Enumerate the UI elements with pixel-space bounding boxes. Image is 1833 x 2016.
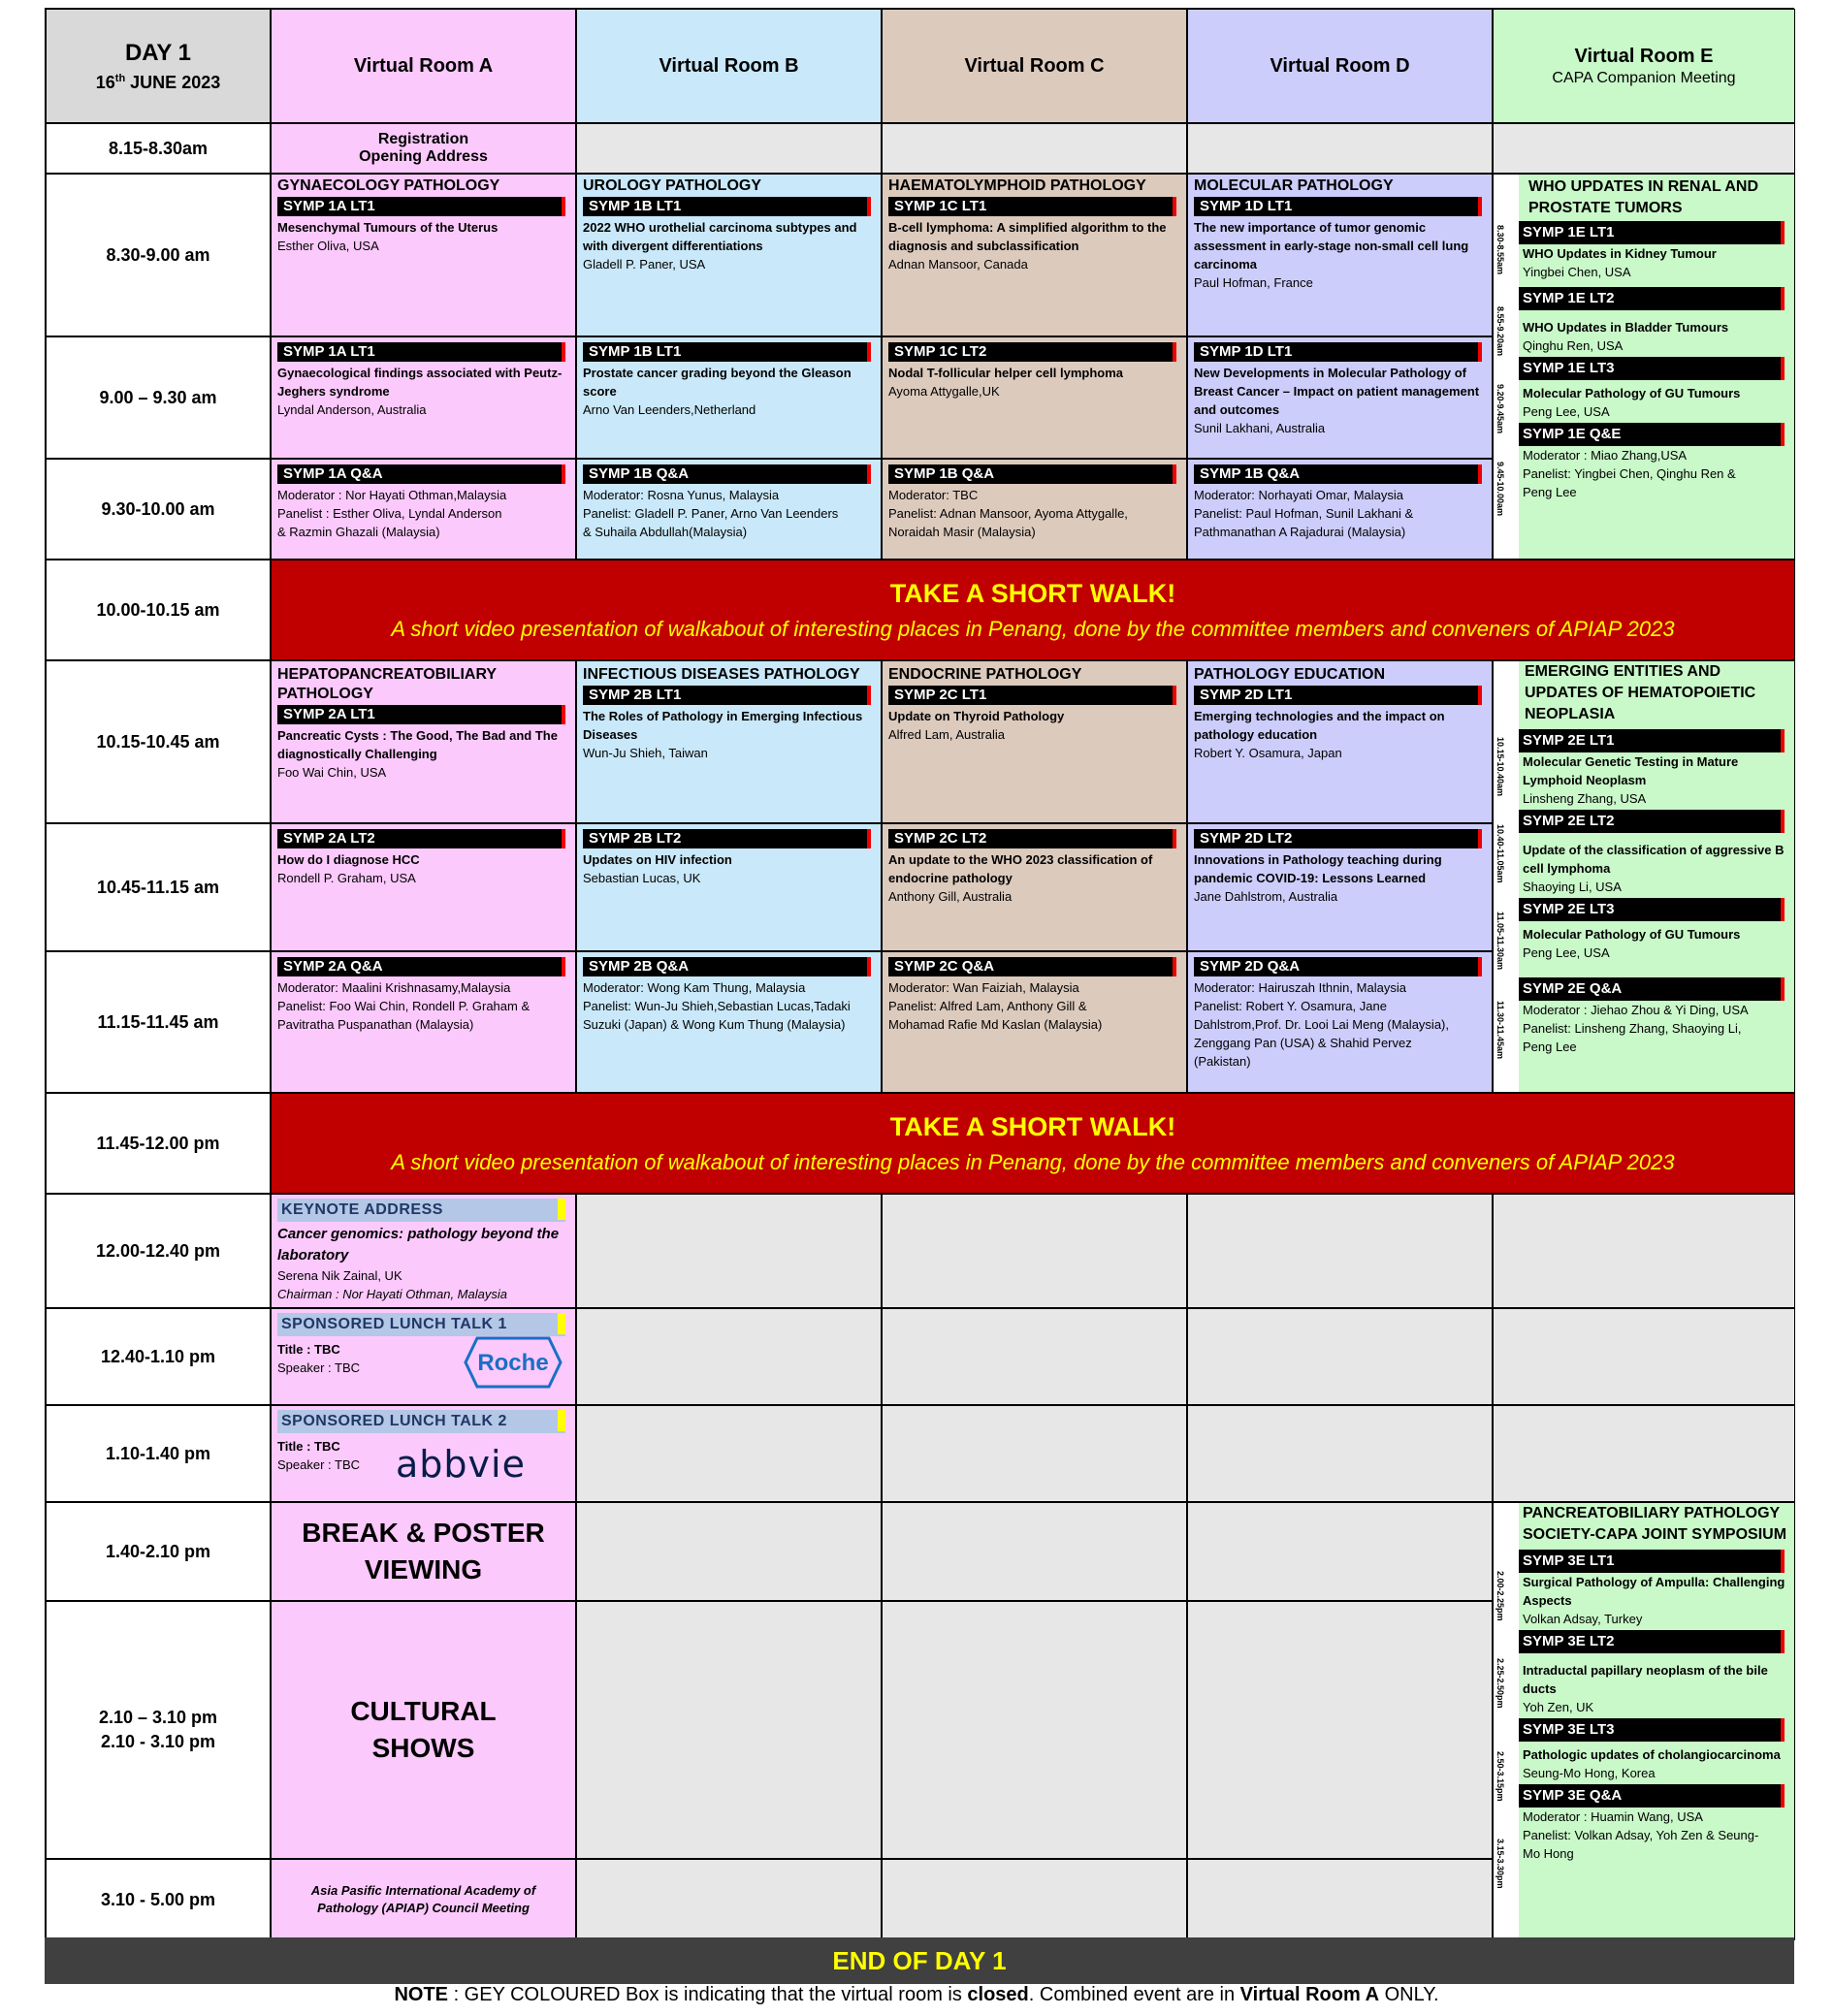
closed-cell [576, 1601, 882, 1859]
symp-1d-qa: SYMP 1B Q&A Moderator: Norhayati Omar, Malaysia Panelist: Paul Hofman, Sunil Lakhani & Pathmanathan A Rajadurai (Malaysia) [1187, 459, 1493, 560]
abbvie-logo: abbvie [396, 1443, 526, 1486]
time-slot: 11.45-12.00 pm [46, 1093, 271, 1194]
closed-cell [882, 1601, 1187, 1859]
symp-1d-lt1: MOLECULAR PATHOLOGY SYMP 1D LT1 The new importance of tumor genomic assessment in early-stage non-small cell lung carcinoma Paul Hofman, France [1187, 174, 1493, 336]
room-e-header: Virtual Room E CAPA Companion Meeting [1493, 9, 1795, 123]
closed-cell [576, 1502, 882, 1601]
symp-2a-lt2: SYMP 2A LT2 How do I diagnose HCC Rondell P. Graham, USA [271, 823, 576, 951]
lunch-talk-1: SPONSORED LUNCH TALK 1 Title : TBC Speaker : TBC Roche [271, 1308, 576, 1405]
closed-cell [1493, 1405, 1795, 1502]
closed-cell [882, 123, 1187, 174]
registration-cell: Registration Opening Address [271, 123, 576, 174]
room-b-header: Virtual Room B [576, 9, 882, 123]
closed-cell [882, 1502, 1187, 1601]
schedule-grid [45, 8, 1794, 1937]
closed-cell [576, 1405, 882, 1502]
day-header [46, 9, 271, 123]
cultural-shows-cell: CULTURAL SHOWS [271, 1601, 576, 1859]
symp-2e: EMERGING ENTITIES AND UPDATES OF HEMATOPOIETIC NEOPLASIA 10.15-10.40am 10.40-11.05am 11.05-11.30am 11.30-11.45am SYMP 2E LT1 Molecular Genetic Testing in Mature Lymphoid Neoplasm Linsheng Zhang, USA SYMP 2E LT2 Update of the classification of aggressive B cell lymphoma Shaoying Li, USA SYMP 2E LT3 Molecular Pathology of GU Tumours Peng Lee, USA SYMP 2E Q&A Moderator : Jiehao Zhou & Yi Ding, USA Panelist: Linsheng Zhang, Shaoying Li, Peng Lee [1493, 660, 1795, 1093]
symp-1c-lt2: SYMP 1C LT2 Nodal T-follicular helper cell lymphoma Ayoma Attygalle,UK [882, 336, 1187, 459]
closed-cell [1493, 1308, 1795, 1405]
closed-cell [882, 1308, 1187, 1405]
closed-cell [1187, 123, 1493, 174]
symp-2c-lt1: ENDOCRINE PATHOLOGY SYMP 2C LT1 Update on Thyroid Pathology Alfred Lam, Australia [882, 660, 1187, 823]
symp-1b-lt1: UROLOGY PATHOLOGY SYMP 1B LT1 2022 WHO urothelial carcinoma subtypes and with divergent differentiations Gladell P. Paner, USA [576, 174, 882, 336]
symp-3e: PANCREATOBILIARY PATHOLOGY SOCIETY-CAPA JOINT SYMPOSIUM 2.00-2.25pm 2.25-2.50pm 2.50-3.15pm 3.15-3.30pm SYMP 3E LT1 Surgical Pathology of Ampulla: Challenging Aspects Volkan Adsay, Turkey SYMP 3E LT2 Intraductal papillary neoplasm of the bile ducts Yoh Zen, UK SYMP 3E LT3 Pathologic updates of cholangiocarcinoma Seung-Mo Hong, Korea SYMP 3E Q&A Moderator : Huamin Wang, USA Panelist: Volkan Adsay, Yoh Zen & Seung- Mo Hong [1493, 1502, 1795, 1940]
end-of-day-banner: END OF DAY 1 [45, 1937, 1794, 1984]
lunch-talk-2: SPONSORED LUNCH TALK 2 Title : TBC Speaker : TBC abbvie [271, 1405, 576, 1502]
closed-cell [1187, 1308, 1493, 1405]
room-a-header: Virtual Room A [271, 9, 576, 123]
closed-cell [1187, 1405, 1493, 1502]
symp-2a-lt1: HEPATOPANCREATOBILIARY PATHOLOGY SYMP 2A LT1 Pancreatic Cysts : The Good, The Bad and The diagnostically Challenging Foo Wai Chin, USA [271, 660, 576, 823]
closed-cell [576, 1308, 882, 1405]
closed-cell [1493, 123, 1795, 174]
symp-1c-qa: SYMP 1B Q&A Moderator: TBC Panelist: Adnan Mansoor, Ayoma Attygalle, Noraidah Masir (Malaysia) [882, 459, 1187, 560]
symp-2a-qa: SYMP 2A Q&A Moderator: Maalini Krishnasamy,Malaysia Panelist: Foo Wai Chin, Rondell P. Graham & Pavitratha Puspanathan (Malaysia) [271, 951, 576, 1093]
time-slot: 12.00-12.40 pm [46, 1194, 271, 1308]
closed-cell [1187, 1194, 1493, 1308]
symp-1a-qa: SYMP 1A Q&A Moderator : Nor Hayati Othman,Malaysia Panelist : Esther Oliva, Lyndal Anderson & Razmin Ghazali (Malaysia) [271, 459, 576, 560]
symp-1d-lt2: SYMP 1D LT1 New Developments in Molecular Pathology of Breast Cancer – Impact on patient management and outcomes Sunil Lakhani, Australia [1187, 336, 1493, 459]
time-slot: 10.15-10.45 am [46, 660, 271, 823]
time-slot: 8.15-8.30am [46, 123, 271, 174]
time-slot: 10.00-10.15 am [46, 560, 271, 660]
closed-cell [882, 1859, 1187, 1940]
symp-1e: WHO UPDATES IN RENAL AND PROSTATE TUMORS 8.30-8.55am 8.55-9.20am 9.20-9.45am 9.45-10.00am SYMP 1E LT1 WHO Updates in Kidney Tumour Yingbei Chen, USA SYMP 1E LT2 WHO Updates in Bladder Tumours Qinghu Ren, USA SYMP 1E LT3 Molecular Pathology of GU Tumours Peng Lee, USA SYMP 1E Q&E Moderator : Miao Zhang,USA Panelist: Yingbei Chen, Qinghu Ren & Peng Lee [1493, 174, 1795, 560]
time-slot: 10.45-11.15 am [46, 823, 271, 951]
closed-cell [1493, 1194, 1795, 1308]
symp-2b-qa: SYMP 2B Q&A Moderator: Wong Kam Thung, Malaysia Panelist: Wun-Ju Shieh,Sebastian Lucas,Tadaki Suzuki (Japan) & Wong Kum Thung (Malaysia) [576, 951, 882, 1093]
walk-banner: TAKE A SHORT WALK! A short video presentation of walkabout of interesting places in Penang, done by the committee members and conveners of APIAP 2023 [271, 560, 1795, 660]
time-slot: 3.10 - 5.00 pm [46, 1859, 271, 1940]
walk-banner: TAKE A SHORT WALK! A short video presentation of walkabout of interesting places in Penang, done by the committee members and conveners of APIAP 2023 [271, 1093, 1795, 1194]
symp-2d-lt2: SYMP 2D LT2 Innovations in Pathology teaching during pandemic COVID-19: Lessons Learned Jane Dahlstrom, Australia [1187, 823, 1493, 951]
room-c-header: Virtual Room C [882, 9, 1187, 123]
symp-1a-lt2: SYMP 1A LT1 Gynaecological findings associated with Peutz-Jeghers syndrome Lyndal Anderson, Australia [271, 336, 576, 459]
room-d-header: Virtual Room D [1187, 9, 1493, 123]
time-slot: 9.00 – 9.30 am [46, 336, 271, 459]
day-label: DAY 1 [124, 39, 192, 66]
closed-cell [1187, 1859, 1493, 1940]
time-slot: 12.40-1.10 pm [46, 1308, 271, 1405]
roche-logo [464, 1336, 563, 1389]
footer-note: NOTE : GEY COLOURED Box is indicating that the virtual room is closed. Combined event are in Virtual Room A ONLY. [394, 1984, 1439, 2005]
closed-cell [1187, 1502, 1493, 1601]
symp-1b-qa: SYMP 1B Q&A Moderator: Rosna Yunus, Malaysia Panelist: Gladell P. Paner, Arno Van Leenders & Suhaila Abdullah(Malaysia) [576, 459, 882, 560]
symp-2b-lt1: INFECTIOUS DISEASES PATHOLOGY SYMP 2B LT1 The Roles of Pathology in Emerging Infectious Diseases Wun-Ju Shieh, Taiwan [576, 660, 882, 823]
svg-text:Roche: Roche [477, 1350, 549, 1376]
symp-2c-lt2: SYMP 2C LT2 An update to the WHO 2023 classification of endocrine pathology Anthony Gill, Australia [882, 823, 1187, 951]
time-slot: 1.10-1.40 pm [46, 1405, 271, 1502]
symp-2d-lt1: PATHOLOGY EDUCATION SYMP 2D LT1 Emerging technologies and the impact on pathology education Robert Y. Osamura, Japan [1187, 660, 1493, 823]
closed-cell [576, 1194, 882, 1308]
time-slot: 8.30-9.00 am [46, 174, 271, 336]
closed-cell [1187, 1601, 1493, 1859]
symp-2d-qa: SYMP 2D Q&A Moderator: Hairuszah Ithnin, Malaysia Panelist: Robert Y. Osamura, Jane Dahlstrom,Prof. Dr. Looi Lai Meng (Malaysia), Zenggang Pan (USA) & Shahid Pervez (Pakistan) [1187, 951, 1493, 1093]
session-bar: SYMP 1A LT1 [277, 197, 565, 216]
closed-cell [882, 1405, 1187, 1502]
time-slot: 1.40-2.10 pm [46, 1502, 271, 1601]
symp-1c-lt1: HAEMATOLYMPHOID PATHOLOGY SYMP 1C LT1 B-cell lymphoma: A simplified algorithm to the diagnosis and subclassification Adnan Mansoor, Canada [882, 174, 1187, 336]
time-slot: 11.15-11.45 am [46, 951, 271, 1093]
symp-2b-lt2: SYMP 2B LT2 Updates on HIV infection Sebastian Lucas, UK [576, 823, 882, 951]
symp-1a-lt1: GYNAECOLOGY PATHOLOGY SYMP 1A LT1 Mesenchymal Tumours of the Uterus Esther Oliva, USA [271, 174, 576, 336]
time-slot: 2.10 – 3.10 pm 2.10 - 3.10 pm [46, 1601, 271, 1859]
closed-cell [576, 123, 882, 174]
date-label: 16th JUNE 2023 [95, 72, 221, 92]
keynote-cell: KEYNOTE ADDRESS Cancer genomics: pathology beyond the laboratory Serena Nik Zainal, UK Chairman : Nor Hayati Othman, Malaysia [271, 1194, 576, 1308]
closed-cell [882, 1194, 1187, 1308]
break-poster-cell: BREAK & POSTER VIEWING [271, 1502, 576, 1601]
council-meeting-cell: Asia Pasific International Academy of Pathology (APIAP) Council Meeting [271, 1859, 576, 1940]
symp-2c-qa: SYMP 2C Q&A Moderator: Wan Faiziah, Malaysia Panelist: Alfred Lam, Anthony Gill & Mohamad Rafie Md Kaslan (Malaysia) [882, 951, 1187, 1093]
symp-1b-lt2: SYMP 1B LT1 Prostate cancer grading beyond the Gleason score Arno Van Leenders,Netherland [576, 336, 882, 459]
time-slot: 9.30-10.00 am [46, 459, 271, 560]
closed-cell [576, 1859, 882, 1940]
